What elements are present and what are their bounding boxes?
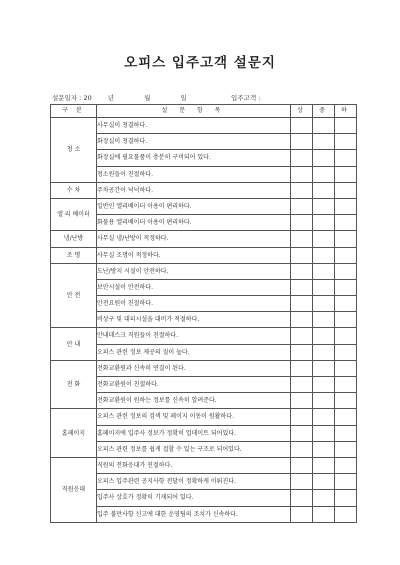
category-cell [51, 360, 97, 409]
question-text: 화장실이 청결하다. [97, 134, 291, 150]
rating-high-cell[interactable] [291, 198, 313, 214]
rating-high-cell[interactable] [291, 312, 313, 328]
survey-date-month: 월 [144, 94, 151, 102]
table-row [51, 441, 357, 457]
rating-low-cell[interactable] [335, 344, 357, 360]
rating-low-cell[interactable] [335, 409, 357, 425]
question-text: 입주사 상호가 정확히 기재되어 있다. [97, 490, 291, 506]
rating-mid-cell[interactable] [313, 150, 335, 166]
rating-high-cell[interactable] [291, 150, 313, 166]
table-row [51, 409, 357, 425]
table-row [51, 198, 357, 214]
rating-mid-cell[interactable] [313, 506, 335, 522]
category-cell [51, 182, 97, 198]
rating-low-cell[interactable] [335, 360, 357, 376]
category-cell [51, 263, 97, 328]
rating-low-cell[interactable] [335, 118, 357, 134]
question-text: 오피스 입주관련 공지사항 전달이 정확하게 이뤄진다. [97, 474, 291, 490]
question-text: 직원의 전화응대가 친절하다. [97, 457, 291, 473]
question-text: 화장실에 필요물품이 충분히 구비되어 있다. [97, 150, 291, 166]
rating-high-cell[interactable] [291, 215, 313, 231]
rating-low-cell[interactable] [335, 490, 357, 506]
rating-mid-cell[interactable] [313, 441, 335, 457]
category-cell [51, 247, 97, 263]
rating-mid-cell[interactable] [313, 182, 335, 198]
rating-mid-cell[interactable] [313, 393, 335, 409]
survey-body [51, 118, 357, 523]
rating-mid-cell[interactable] [313, 231, 335, 247]
survey-date-year: 년 [107, 94, 115, 102]
rating-high-cell[interactable] [291, 474, 313, 490]
rating-high-cell[interactable] [291, 393, 313, 409]
rating-high-cell[interactable] [291, 328, 313, 344]
rating-low-cell[interactable] [335, 279, 357, 295]
rating-low-cell[interactable] [335, 182, 357, 198]
table-row [51, 118, 357, 134]
question-text: 청소원들이 친절하다. [97, 166, 291, 182]
table-row [51, 490, 357, 506]
category-cell [51, 118, 97, 183]
survey-date-label: 설문일자 : 20 [52, 94, 92, 102]
category-label: 냉/난방 [63, 235, 84, 243]
rating-low-cell[interactable] [335, 263, 357, 279]
rating-high-cell[interactable] [291, 247, 313, 263]
rating-high-cell[interactable] [291, 344, 313, 360]
category-cell [51, 198, 97, 230]
rating-low-cell[interactable] [335, 215, 357, 231]
category-cell [51, 231, 97, 247]
rating-low-cell[interactable] [335, 457, 357, 473]
rating-mid-cell[interactable] [313, 360, 335, 376]
question-text: 오피스 관련 정보 제공의 질이 높다. [97, 344, 291, 360]
category-label: 전 화 [66, 381, 81, 388]
survey-date [52, 93, 187, 102]
table-row [51, 312, 357, 328]
category-cell [51, 409, 97, 458]
table-row [51, 247, 357, 263]
question-text: 오피스 관련 정보를 쉽게 접할 수 있는 구조로 되어있다. [97, 441, 291, 457]
table-row [51, 263, 357, 279]
header-low: 하 [335, 105, 357, 118]
rating-mid-cell[interactable] [313, 344, 335, 360]
table-row [51, 231, 357, 247]
category-label: 조 명 [66, 251, 81, 259]
rating-low-cell[interactable] [335, 247, 357, 263]
category-label: 청 소 [66, 146, 81, 154]
table-row [51, 360, 357, 376]
rating-low-cell[interactable] [335, 134, 357, 150]
rating-low-cell[interactable] [335, 506, 357, 522]
category-label: 홈페이지 [61, 429, 86, 437]
rating-mid-cell[interactable] [313, 312, 335, 328]
rating-low-cell[interactable] [335, 150, 357, 166]
question-text: 안내데스크 직원들이 친절하다. [97, 328, 291, 344]
rating-high-cell[interactable] [291, 360, 313, 376]
rating-mid-cell[interactable] [313, 457, 335, 473]
table-row [51, 296, 357, 312]
table-row [51, 182, 357, 198]
rating-low-cell[interactable] [335, 474, 357, 490]
header-item: 설 문 항 목 [97, 105, 291, 118]
table-row [51, 377, 357, 393]
category-label: 안 내 [66, 340, 81, 348]
question-text: 전화교환원이 친절하다. [97, 377, 291, 393]
rating-low-cell[interactable] [335, 296, 357, 312]
rating-low-cell[interactable] [335, 328, 357, 344]
rating-high-cell[interactable] [291, 490, 313, 506]
table-row [51, 215, 357, 231]
rating-mid-cell[interactable] [313, 425, 335, 441]
question-text: 보안시설이 안전하다. [97, 279, 291, 295]
question-text: 홈페이지에 입주사 정보가 정확히 업데이트 되어있다. [97, 425, 291, 441]
category-label: 직원응대 [61, 486, 86, 494]
question-text: 입주 불만사항 신고에 대한 운영팀의 조치가 신속하다. [97, 506, 291, 522]
rating-mid-cell[interactable] [313, 166, 335, 182]
rating-mid-cell[interactable] [313, 215, 335, 231]
rating-low-cell[interactable] [335, 425, 357, 441]
rating-low-cell[interactable] [335, 441, 357, 457]
table-row [51, 393, 357, 409]
question-text: 사무실이 청결하다. [97, 118, 291, 134]
question-text: 주차공간이 넉넉하다. [97, 182, 291, 198]
table-row [51, 166, 357, 182]
rating-high-cell[interactable] [291, 409, 313, 425]
header-mid: 중 [313, 105, 335, 118]
rating-low-cell[interactable] [335, 166, 357, 182]
rating-mid-cell[interactable] [313, 279, 335, 295]
category-label: 엘 리 베이터 [57, 211, 90, 219]
category-cell [51, 457, 97, 522]
header-category: 구 분 [51, 105, 97, 118]
rating-high-cell[interactable] [291, 506, 313, 522]
rating-low-cell[interactable] [335, 198, 357, 214]
rating-high-cell[interactable] [291, 182, 313, 198]
rating-mid-cell[interactable] [313, 198, 335, 214]
rating-mid-cell[interactable] [313, 474, 335, 490]
rating-mid-cell[interactable] [313, 328, 335, 344]
rating-low-cell[interactable] [335, 393, 357, 409]
rating-high-cell[interactable] [291, 166, 313, 182]
question-text: 안전요원이 친절하다. [97, 296, 291, 312]
question-text: 오피스 관련 정보의 검색 및 페이지 이동이 원활하다. [97, 409, 291, 425]
question-text: 사무실 조명이 적정하다. [97, 247, 291, 263]
question-text: 일반인 엘리베이터 이용이 편리하다. [97, 198, 291, 214]
customer-field: 입주고객 : [231, 94, 261, 102]
rating-mid-cell[interactable] [313, 247, 335, 263]
question-text: 전화교환원과 신속히 연결이 된다. [97, 360, 291, 376]
table-header-row [51, 105, 357, 118]
rating-high-cell[interactable] [291, 377, 313, 393]
table-row [51, 150, 357, 166]
question-text: 화물용 엘리베이터 이용이 편리하다. [97, 215, 291, 231]
table-row [51, 474, 357, 490]
rating-high-cell[interactable] [291, 457, 313, 473]
rating-mid-cell[interactable] [313, 409, 335, 425]
question-text: 도난/방지 시설이 안전하다. [97, 263, 291, 279]
rating-mid-cell[interactable] [313, 118, 335, 134]
table-row [51, 279, 357, 295]
survey-table [50, 104, 357, 523]
table-row [51, 506, 357, 522]
header-high: 상 [291, 105, 313, 118]
rating-high-cell[interactable] [291, 263, 313, 279]
rating-high-cell[interactable] [291, 118, 313, 134]
table-row [51, 134, 357, 150]
table-row [51, 344, 357, 360]
category-label: 안 전 [66, 291, 81, 299]
rating-mid-cell[interactable] [313, 263, 335, 279]
rating-high-cell[interactable] [291, 425, 313, 441]
survey-date-day: 일 [180, 94, 187, 102]
table-row [51, 328, 357, 344]
rating-high-cell[interactable] [291, 231, 313, 247]
rating-high-cell[interactable] [291, 279, 313, 295]
question-text: 비상구 및 대피시설을 대비가 적절하다. [97, 312, 291, 328]
rating-low-cell[interactable] [335, 312, 357, 328]
rating-high-cell[interactable] [291, 296, 313, 312]
rating-high-cell[interactable] [291, 441, 313, 457]
rating-high-cell[interactable] [291, 134, 313, 150]
rating-mid-cell[interactable] [313, 377, 335, 393]
survey-title: 오피스 입주고객 설문지 [124, 55, 276, 71]
category-cell [51, 328, 97, 360]
question-text: 전화교환원이 원하는 정보를 신속히 알려준다. [97, 393, 291, 409]
rating-mid-cell[interactable] [313, 134, 335, 150]
rating-mid-cell[interactable] [313, 296, 335, 312]
rating-low-cell[interactable] [335, 377, 357, 393]
rating-mid-cell[interactable] [313, 490, 335, 506]
rating-low-cell[interactable] [335, 231, 357, 247]
question-text: 사무실 냉/난방이 적정하다. [97, 231, 291, 247]
table-row [51, 457, 357, 473]
category-label: 수 차 [66, 186, 81, 194]
table-row [51, 425, 357, 441]
